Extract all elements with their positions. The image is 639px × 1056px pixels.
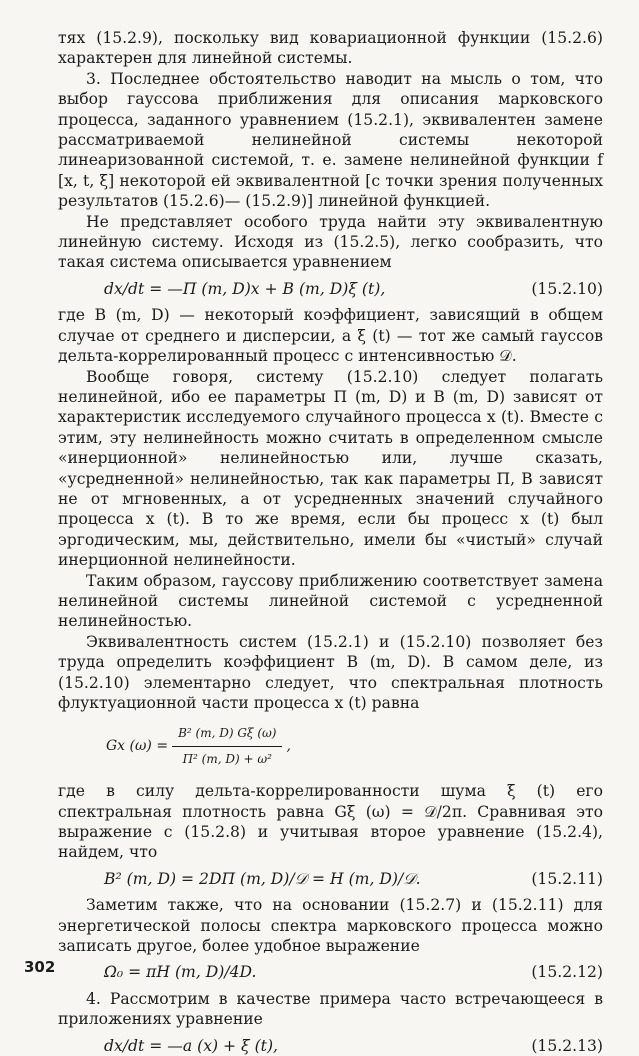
equation-15-2-13 <box>58 1036 603 1056</box>
paragraph-point-3: 3. Последнее обстоятельство наводит на мысль о том, что выбор гауссова приближения для описания марковского процесса, заданного уравнением (15.2.1), эквивалентен замене рассматриваемой нелинейной системы некоторой линеаризованной системой, т. е. замене нелинейной функции f [x, t, ξ] некоторой ей эквивалентной [с точки зрения полученных результатов (15.2.6)— (15.2.9)] линейной функцией. <box>58 69 603 211</box>
equation-number: (15.2.12) <box>531 963 603 982</box>
paragraph-inertial-nonlinearity: Вообще говоря, систему (15.2.10) следует полагать нелинейной, ибо ее параметры Π (m, D) и B (m, D) зависят от характеристик исследуемого случайного процесса x (t). Вместе с этим, эту нелинейность можно считать в определенном смысле «инерционной» нелинейностью или, лучше сказать, «усредненной» нелинейностью, так как параметры Π, B зависят не от мгновенных, а от усредненных значений случайного процесса x (t). В то же время, если бы процесс x (t) был эргодическим, мы, действительно, имели бы «чистый» случай инерционной нелинейности. <box>58 367 603 570</box>
equation-body: dx/dt = —Π (m, D)x + B (m, D)ξ (t), <box>104 279 386 298</box>
equation-number: (15.2.13) <box>531 1036 603 1055</box>
equation-15-2-12 <box>58 962 603 982</box>
equation-15-2-11 <box>58 869 603 889</box>
equation-lhs: Gx (ω) = <box>106 738 169 755</box>
equation-body: Ω₀ = πH (m, D)/4D. <box>104 963 257 982</box>
fraction <box>172 723 282 769</box>
equation-number: (15.2.11) <box>531 869 603 888</box>
paragraph-point-4: 4. Рассмотрим в качестве примера часто встречающееся в приложениях уравнение <box>58 989 603 1029</box>
paragraph-coefficient: где B (m, D) — некоторый коэффициент, зависящий в общем случае от среднего и дисперсии, а ξ (t) — тот же самый гауссов дельта-коррелированный процесс с интенсивностью 𝒟. <box>58 306 603 366</box>
equation-body: B² (m, D) = 2DΠ (m, D)/𝒟 = H (m, D)/𝒟. <box>104 869 421 888</box>
equation-number: (15.2.10) <box>531 279 603 298</box>
fraction-denominator: Π² (m, D) + ω² <box>182 751 272 766</box>
paragraph-noise-spectrum: где в силу дельта-коррелированности шума ξ (t) его спектральная плотность равна Gξ (ω) = 𝒟/2π. Сравнивая это выражение с (15.2.8) и учитывая второе уравнение (15.2.4), найдем, что <box>58 782 603 862</box>
fraction-numerator: B² (m, D) Gξ (ω) <box>172 723 282 746</box>
paragraph-energy-band: Заметим также, что на основании (15.2.7) и (15.2.11) для энергетической полосы спектра марковского процесса можно записать другое, более удобное выражение <box>58 896 603 956</box>
paragraph-gaussian-conclusion: Таким образом, гауссову приближению соответствует замена нелинейной системы линейной системой с усредненной нелинейностью. <box>58 571 603 631</box>
paragraph-equivalence: Эквивалентность систем (15.2.1) и (15.2.10) позволяет без труда определить коэффициент B (m, D). В самом деле, из (15.2.10) элементарно следует, что спектральная плотность флуктуационной части процесса x (t) равна <box>58 632 603 712</box>
page-number: 302 <box>24 958 56 976</box>
paragraph-equivalent-system: Не представляет особого труда найти эту эквивалентную линейную систему. Исходя из (15.2.5), легко сообразить, что такая система описывается уравнением <box>58 212 603 272</box>
equation-body: dx/dt = —a (x) + ξ (t), <box>104 1036 278 1055</box>
paragraph-continuation: тях (15.2.9), поскольку вид ковариационной функции (15.2.6) характерен для линейной системы. <box>58 29 603 68</box>
equation-trail: , <box>286 738 291 755</box>
equation-spectral-density <box>58 723 603 769</box>
equation-15-2-10 <box>58 279 603 299</box>
